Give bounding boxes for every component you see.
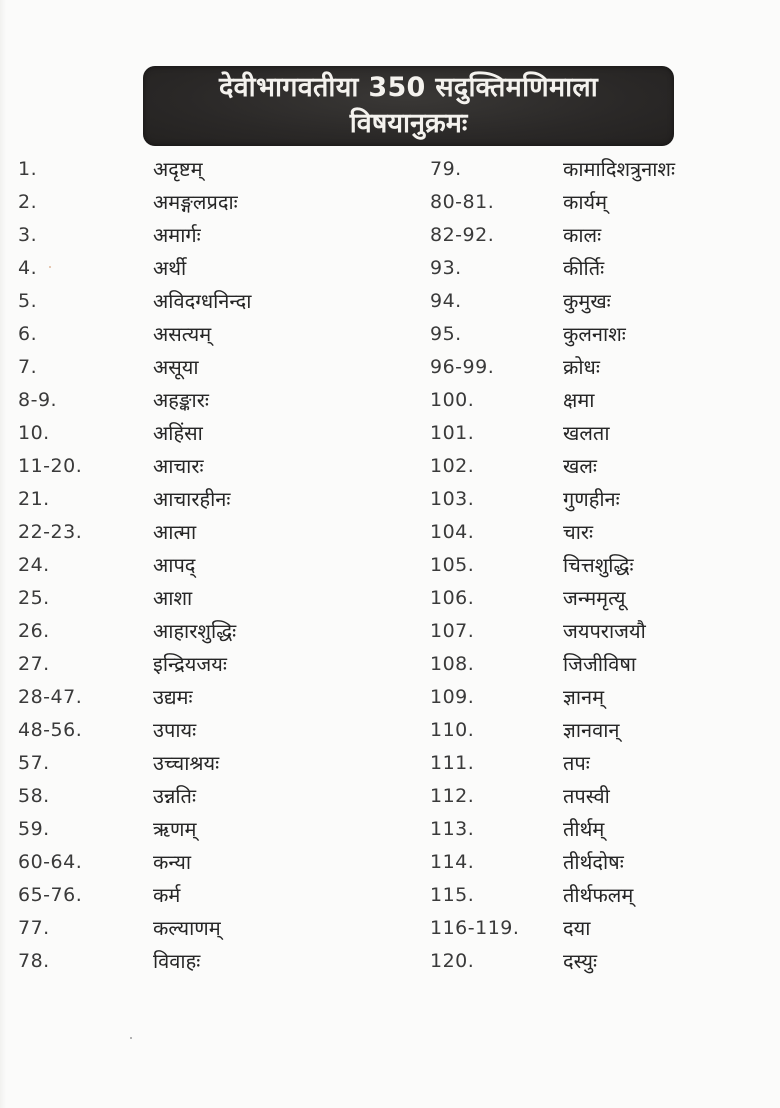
index-entry: [0, 615, 400, 648]
index-entry: [410, 879, 780, 912]
entry-topic: ऋणम्: [153, 817, 197, 841]
title-banner: [143, 66, 674, 146]
index-entry: [0, 945, 400, 978]
entry-topic: तीर्थदोषः: [563, 850, 624, 874]
entry-topic: खलता: [563, 421, 610, 445]
entry-number: 116-119.: [430, 917, 520, 939]
entry-number: 1.: [18, 158, 38, 180]
index-entry: [410, 615, 780, 648]
entry-number: 112.: [430, 785, 475, 807]
entry-topic: जिजीविषा: [563, 652, 637, 676]
entry-topic: क्रोधः: [563, 355, 600, 379]
index-entry: [410, 549, 780, 582]
entry-topic: आहारशुद्धिः: [153, 619, 237, 643]
book-title: देवीभागवतीया 350 सदुक्तिमणिमाला: [219, 72, 598, 103]
index-entry: [410, 417, 780, 450]
entry-number: 59.: [18, 818, 50, 840]
index-entry: [0, 450, 400, 483]
entry-number: 100.: [430, 389, 475, 411]
entry-number: 107.: [430, 620, 475, 642]
entry-topic: चारः: [563, 520, 594, 544]
entry-number: 7.: [18, 356, 38, 378]
index-entry: [0, 417, 400, 450]
index-entry: [410, 780, 780, 813]
index-entry: [0, 384, 400, 417]
index-entry: [410, 648, 780, 681]
entry-topic: अदृष्टम्: [153, 157, 203, 181]
index-entry: [410, 450, 780, 483]
index-entry: [410, 813, 780, 846]
paper-speck: [49, 266, 51, 268]
entry-number: 95.: [430, 323, 462, 345]
index-entry: [0, 483, 400, 516]
entry-topic: तीर्थम्: [563, 817, 605, 841]
entry-number: 28-47.: [18, 686, 83, 708]
entry-topic: उन्नतिः: [153, 784, 196, 808]
entry-number: 108.: [430, 653, 475, 675]
entry-topic: आचारः: [153, 454, 204, 478]
entry-topic: कुलनाशः: [563, 322, 626, 346]
section-heading: विषयानुक्रमः: [349, 108, 468, 139]
index-entry: [410, 285, 780, 318]
entry-topic: जन्ममृत्यू: [563, 586, 626, 610]
entry-topic: तपस्वी: [563, 784, 610, 808]
index-entry: [410, 219, 780, 252]
entry-topic: इन्द्रियजयः: [153, 652, 227, 676]
entry-number: 94.: [430, 290, 462, 312]
index-entry: [410, 516, 780, 549]
index-column-left: [0, 153, 400, 978]
entry-number: 25.: [18, 587, 50, 609]
entry-number: 96-99.: [430, 356, 495, 378]
index-entry: [410, 912, 780, 945]
entry-number: 93.: [430, 257, 462, 279]
entry-number: 110.: [430, 719, 475, 741]
index-entry: [0, 714, 400, 747]
index-entry: [410, 483, 780, 516]
entry-topic: कीर्तिः: [563, 256, 605, 280]
index-entry: [410, 384, 780, 417]
entry-topic: आपद्: [153, 553, 196, 577]
entry-number: 105.: [430, 554, 475, 576]
entry-number: 3.: [18, 224, 38, 246]
entry-number: 113.: [430, 818, 475, 840]
entry-topic: असत्यम्: [153, 322, 212, 346]
entry-topic: अविदग्धनिन्दा: [153, 289, 252, 313]
entry-number: 27.: [18, 653, 50, 675]
entry-topic: अहङ्कारः: [153, 388, 209, 412]
index-entry: [0, 516, 400, 549]
entry-topic: उद्यमः: [153, 685, 193, 709]
entry-number: 79.: [430, 158, 462, 180]
entry-topic: कामादिशत्रुनाशः: [563, 157, 676, 181]
entry-number: 111.: [430, 752, 475, 774]
index-entry: [0, 681, 400, 714]
index-entry: [0, 219, 400, 252]
index-entry: [410, 252, 780, 285]
index-entry: [410, 351, 780, 384]
entry-topic: तीर्थफलम्: [563, 883, 634, 907]
index-entry: [410, 747, 780, 780]
entry-topic: विवाहः: [153, 949, 201, 973]
index-entry: [0, 351, 400, 384]
entry-number: 77.: [18, 917, 50, 939]
entry-number: 109.: [430, 686, 475, 708]
index-entry: [410, 582, 780, 615]
entry-number: 101.: [430, 422, 475, 444]
entry-topic: आशा: [153, 586, 193, 610]
entry-number: 78.: [18, 950, 50, 972]
entry-number: 11-20.: [18, 455, 83, 477]
entry-topic: कालः: [563, 223, 602, 247]
index-entry: [0, 582, 400, 615]
entry-number: 114.: [430, 851, 475, 873]
entry-number: 82-92.: [430, 224, 495, 246]
index-entry: [0, 813, 400, 846]
index-entry: [410, 714, 780, 747]
entry-topic: दस्युः: [563, 949, 598, 973]
entry-number: 22-23.: [18, 521, 83, 543]
entry-number: 120.: [430, 950, 475, 972]
index-entry: [0, 648, 400, 681]
entry-topic: अहिंसा: [153, 421, 203, 445]
index-entry: [0, 318, 400, 351]
entry-topic: कन्या: [153, 850, 192, 874]
index-entry: [0, 285, 400, 318]
entry-number: 103.: [430, 488, 475, 510]
entry-topic: अमङ्गलप्रदाः: [153, 190, 238, 214]
entry-topic: कार्यम्: [563, 190, 608, 214]
entry-topic: अमार्गः: [153, 223, 201, 247]
entry-topic: उपायः: [153, 718, 197, 742]
index-entry: [0, 879, 400, 912]
entry-number: 58.: [18, 785, 50, 807]
entry-number: 26.: [18, 620, 50, 642]
entry-number: 80-81.: [430, 191, 495, 213]
index-entry: [0, 912, 400, 945]
paper-speck: [130, 1037, 132, 1039]
entry-topic: अर्थी: [153, 256, 187, 280]
entry-number: 24.: [18, 554, 50, 576]
index-entry: [410, 153, 780, 186]
entry-topic: आत्मा: [153, 520, 197, 544]
entry-topic: गुणहीनः: [563, 487, 620, 511]
entry-topic: ज्ञानम्: [563, 685, 605, 709]
entry-number: 5.: [18, 290, 38, 312]
entry-topic: तपः: [563, 751, 590, 775]
entry-topic: खलः: [563, 454, 597, 478]
entry-topic: क्षमा: [563, 388, 595, 412]
index-entry: [410, 846, 780, 879]
entry-number: 2.: [18, 191, 38, 213]
index-entry: [0, 846, 400, 879]
index-entry: [0, 153, 400, 186]
entry-topic: असूया: [153, 355, 199, 379]
index-entry: [410, 318, 780, 351]
index-entry: [0, 780, 400, 813]
entry-number: 65-76.: [18, 884, 83, 906]
index-entry: [410, 945, 780, 978]
entry-topic: कल्याणम्: [153, 916, 221, 940]
entry-topic: ज्ञानवान्: [563, 718, 620, 742]
entry-number: 4.: [18, 257, 38, 279]
index-entry: [0, 186, 400, 219]
entry-number: 60-64.: [18, 851, 83, 873]
entry-number: 21.: [18, 488, 50, 510]
entry-number: 104.: [430, 521, 475, 543]
index-entry: [410, 681, 780, 714]
entry-number: 115.: [430, 884, 475, 906]
entry-topic: आचारहीनः: [153, 487, 231, 511]
entry-topic: दया: [563, 916, 591, 940]
entry-number: 10.: [18, 422, 50, 444]
entry-topic: चित्तशुद्धिः: [563, 553, 634, 577]
entry-number: 102.: [430, 455, 475, 477]
index-entry: [410, 186, 780, 219]
entry-topic: कर्म: [153, 883, 181, 907]
entry-topic: जयपराजयौ: [563, 619, 646, 643]
entry-number: 6.: [18, 323, 38, 345]
index-entry: [0, 549, 400, 582]
entry-topic: कुमुखः: [563, 289, 611, 313]
index-entry: [0, 252, 400, 285]
entry-topic: उच्चाश्रयः: [153, 751, 220, 775]
index-column-right: [410, 153, 780, 978]
entry-number: 106.: [430, 587, 475, 609]
entry-number: 48-56.: [18, 719, 83, 741]
entry-number: 8-9.: [18, 389, 58, 411]
entry-number: 57.: [18, 752, 50, 774]
index-entry: [0, 747, 400, 780]
